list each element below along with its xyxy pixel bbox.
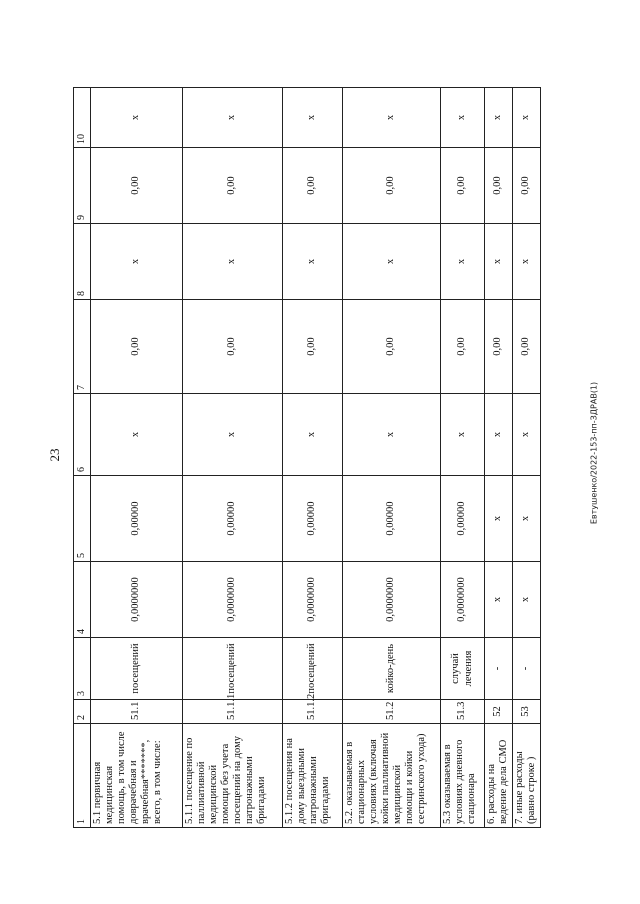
value-cell: x (91, 88, 183, 148)
table-header-row (74, 88, 91, 828)
unit-cell: - (513, 638, 541, 700)
data-table (73, 87, 541, 828)
row-name-cell: 5.1.1 посещение по паллиативной медицинской помощи без учета посещений на дому патронажными бригадами (183, 724, 283, 828)
row-name-cell: 5.1 первичная медицинская помощь, в том числе доврачебная и врачебная*******, всего, в том числе: (91, 724, 183, 828)
value-cell: 0,00 (283, 148, 343, 224)
value-cell: x (513, 224, 541, 300)
row-name-cell: 6. расходы на ведение дела СМО (485, 724, 513, 828)
value-cell: 0,00000 (343, 476, 441, 562)
value-cell: 0,00 (513, 300, 541, 394)
value-cell: 0,00000 (183, 476, 283, 562)
table-row (441, 88, 485, 828)
table-row (343, 88, 441, 828)
table-row (513, 88, 541, 828)
value-cell: x (283, 394, 343, 476)
value-cell: x (343, 224, 441, 300)
value-cell: x (485, 394, 513, 476)
column-header: 8 (74, 224, 91, 300)
row-name-cell: 5.2. оказываемая в стационарных условиях (включая койки паллиативной медицинской помощи и койки сестринского ухода) (343, 724, 441, 828)
table-row (183, 88, 283, 828)
column-header: 6 (74, 394, 91, 476)
value-cell: x (183, 88, 283, 148)
value-cell: x (485, 88, 513, 148)
row-code-cell: 51.3 (441, 700, 485, 724)
value-cell: 0,0000000 (91, 562, 183, 638)
value-cell: x (91, 394, 183, 476)
value-cell: 0,00 (183, 300, 283, 394)
value-cell: x (441, 394, 485, 476)
value-cell: 0,00000 (441, 476, 485, 562)
unit-cell: посещений (283, 638, 343, 700)
rotated-table-container (73, 88, 538, 828)
value-cell: x (343, 394, 441, 476)
value-cell: x (513, 394, 541, 476)
row-code-cell: 51.1.2 (283, 700, 343, 724)
row-name-cell: 5.1.2 посещения на дому выездными патронажными бригадами (283, 724, 343, 828)
row-code-cell: 51.1 (91, 700, 183, 724)
side-stamp-text: Евтушенко/2022-153-пп-ЗДРАВ(1) (589, 381, 599, 525)
column-header: 3 (74, 638, 91, 700)
value-cell: x (513, 476, 541, 562)
value-cell: x (183, 224, 283, 300)
row-name-cell: 5.3 оказываемая в условиях дневного стационара (441, 724, 485, 828)
unit-cell: - (485, 638, 513, 700)
value-cell: 0,00 (283, 300, 343, 394)
value-cell: 0,0000000 (183, 562, 283, 638)
value-cell: 0,00 (485, 300, 513, 394)
value-cell: x (343, 88, 441, 148)
row-code-cell: 52 (485, 700, 513, 724)
value-cell: x (441, 88, 485, 148)
column-header: 9 (74, 148, 91, 224)
row-code-cell: 53 (513, 700, 541, 724)
column-header: 5 (74, 476, 91, 562)
value-cell: 0,00 (485, 148, 513, 224)
row-code-cell: 51.1.1 (183, 700, 283, 724)
value-cell: x (283, 88, 343, 148)
value-cell: 0,00000 (91, 476, 183, 562)
value-cell: x (183, 394, 283, 476)
column-header: 10 (74, 88, 91, 148)
column-header: 7 (74, 300, 91, 394)
unit-cell: койко-день (343, 638, 441, 700)
page-number: 23 (47, 448, 62, 462)
value-cell: 0,00 (183, 148, 283, 224)
value-cell: 0,00 (343, 300, 441, 394)
value-cell: 0,00 (441, 148, 485, 224)
value-cell: x (485, 224, 513, 300)
value-cell: x (91, 224, 183, 300)
value-cell: 0,00 (91, 300, 183, 394)
value-cell: x (513, 562, 541, 638)
value-cell: x (485, 562, 513, 638)
row-code-cell: 51.2 (343, 700, 441, 724)
row-name-cell: 7. иные расходы (равно строке ) (513, 724, 541, 828)
value-cell: 0,00000 (283, 476, 343, 562)
value-cell: x (485, 476, 513, 562)
value-cell: 0,00 (513, 148, 541, 224)
unit-cell: посещений (183, 638, 283, 700)
column-header: 4 (74, 562, 91, 638)
table-row (91, 88, 183, 828)
value-cell: x (513, 88, 541, 148)
value-cell: 0,0000000 (343, 562, 441, 638)
value-cell: 0,0000000 (441, 562, 485, 638)
column-header: 2 (74, 700, 91, 724)
table-row (283, 88, 343, 828)
unit-cell: посещений (91, 638, 183, 700)
value-cell: x (283, 224, 343, 300)
value-cell: 0,00 (343, 148, 441, 224)
value-cell: 0,0000000 (283, 562, 343, 638)
table-row (485, 88, 513, 828)
value-cell: x (441, 224, 485, 300)
value-cell: 0,00 (91, 148, 183, 224)
column-header: 1 (74, 724, 91, 828)
unit-cell: случай лечения (441, 638, 485, 700)
value-cell: 0,00 (441, 300, 485, 394)
